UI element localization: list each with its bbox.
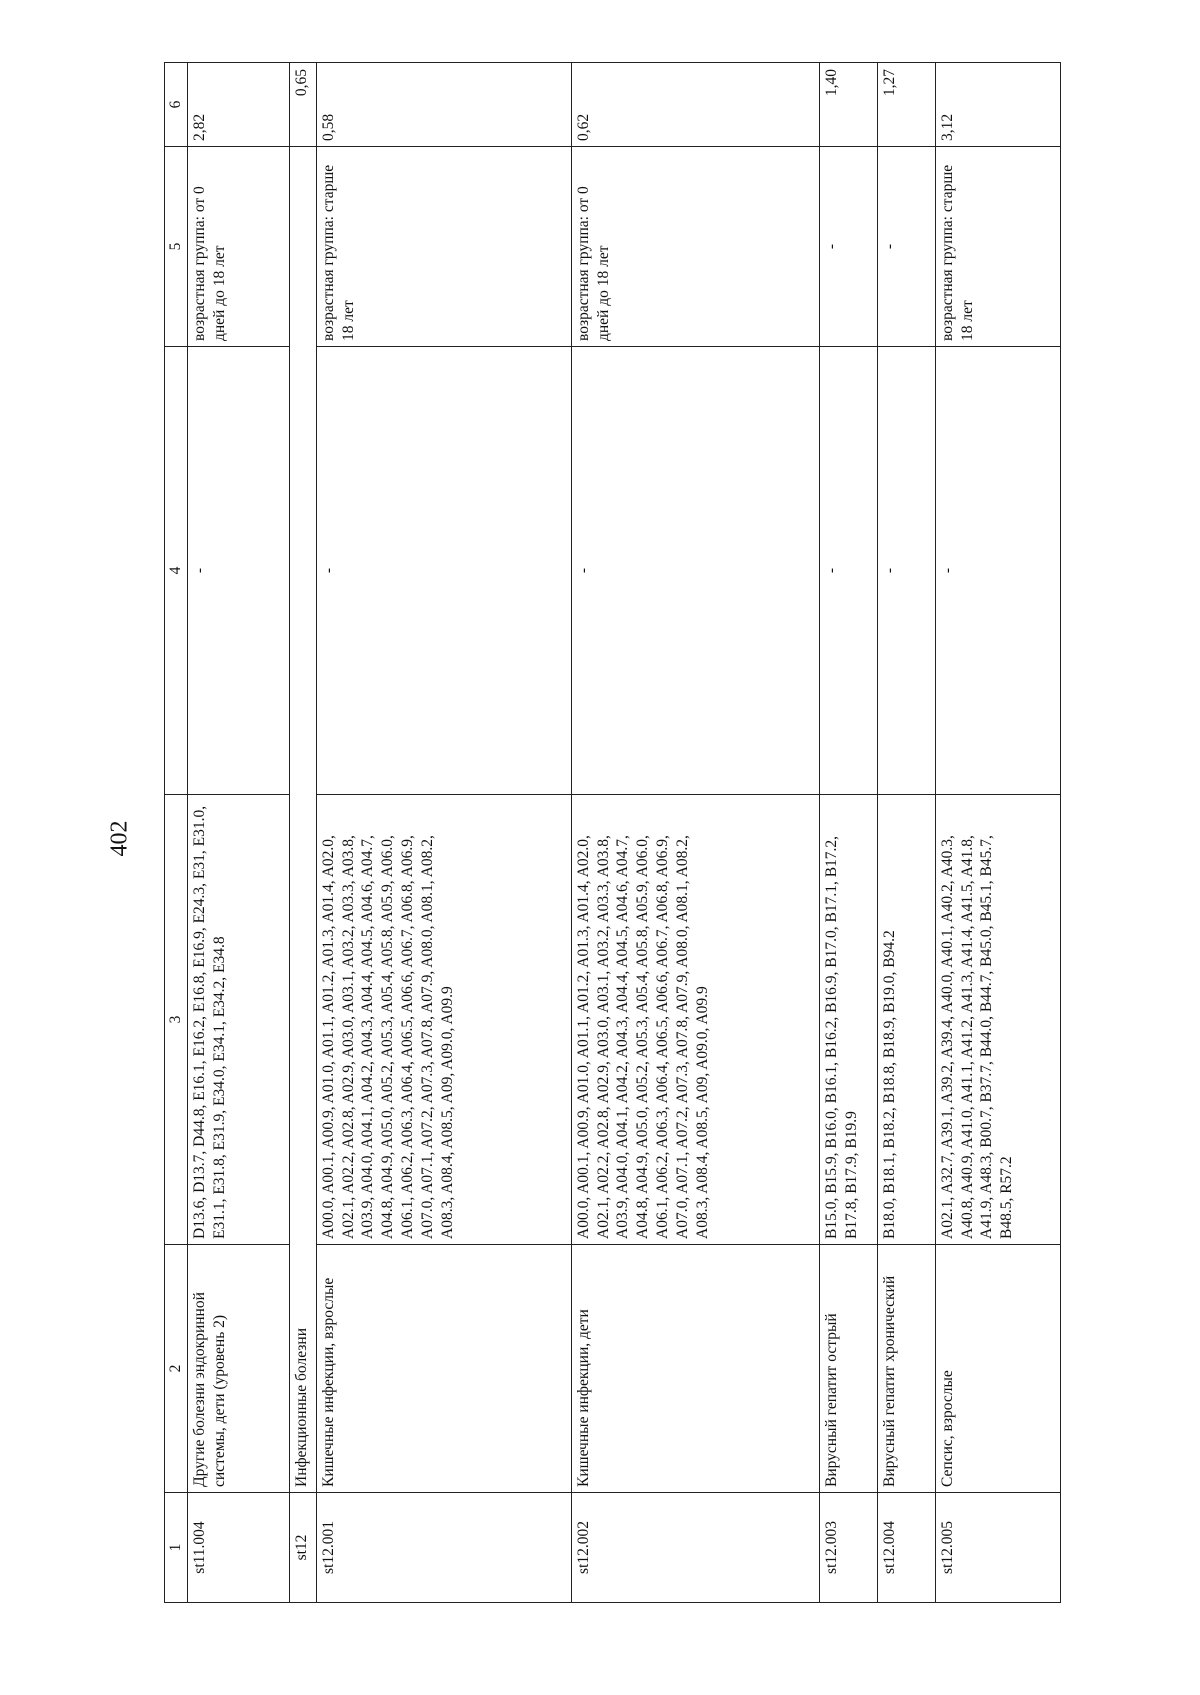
row-code: st12 bbox=[289, 1493, 316, 1603]
row-icd-codes: A00.0, A00.1, A00.9, A01.0, A01.1, A01.2, A01.3, A01.4, A02.0, A02.1, A02.2, A02.8, A02.9, A03.0, A03.1, A03.2, A03.3, A03.8, A03.9, A04.0, A04.1, A04.2, A04.3, A04.4, A04.5, A04.6, A04.7, A04.8, A04.9, A05.0, A05.2, A05.3, A05.4, A05.8, A05.9, A06.0, A06.1, A06.2, A06.3, A06.4, A06.5, A06.6, A06.7, A06.8, A06.9, A07.0, A07.1, A07.2, A07.3, A07.8, A07.9, A08.0, A08.1, A08.2, A08.3, A08.4, A08.5, A09, A09.0, A09.9 bbox=[316, 795, 571, 1245]
row-code: st12.003 bbox=[819, 1493, 877, 1603]
row-col4: - bbox=[819, 347, 877, 795]
row-col4: - bbox=[935, 347, 1060, 795]
row-age-group: возрастная группа: от 0 дней до 18 лет bbox=[187, 147, 289, 347]
row-icd-codes: A00.0, A00.1, A00.9, A01.0, A01.1, A01.2, A01.3, A01.4, A02.0, A02.1, A02.2, A02.8, A02.9, A03.0, A03.1, A03.2, A03.3, A03.8, A03.9, A04.0, A04.1, A04.2, A04.3, A04.4, A04.5, A04.6, A04.7, A04.8, A04.9, A05.0, A05.2, A05.3, A05.4, A05.8, A05.9, A06.0, A06.1, A06.2, A06.3, A06.4, A06.5, A06.6, A06.7, A06.8, A06.9, A07.0, A07.1, A07.2, A07.3, A07.8, A07.9, A08.0, A08.1, A08.2, A08.3, A08.4, A08.5, A09, A09.0, A09.9 bbox=[571, 795, 819, 1245]
header-col-6: 6 bbox=[165, 63, 188, 147]
row-name: Вирусный гепатит хронический bbox=[877, 1245, 935, 1493]
rotated-page-content bbox=[164, 63, 1084, 1603]
row-coefficient: 0,65 bbox=[289, 63, 316, 147]
header-col-2: 2 bbox=[165, 1245, 188, 1493]
row-age-group: - bbox=[877, 147, 935, 347]
row-icd-codes: A02.1, A32.7, A39.1, A39.2, A39.4, A40.0, A40.1, A40.2, A40.3, A40.8, A40.9, A41.0, A41.1, A41.2, A41.3, A41.4, A41.5, A41.8, A41.9, A48.3, B00.7, B37.7, B44.0, B44.7, B45.0, B45.1, B45.7, B48.5, R57.2 bbox=[935, 795, 1060, 1245]
row-coefficient: 1,40 bbox=[819, 63, 877, 147]
row-col4: - bbox=[571, 347, 819, 795]
row-age-group: - bbox=[819, 147, 877, 347]
row-age-group: возрастная группа: от 0 дней до 18 лет bbox=[571, 147, 819, 347]
row-code: st12.001 bbox=[316, 1493, 571, 1603]
tariff-table bbox=[164, 62, 1061, 1603]
table-row bbox=[571, 63, 819, 1603]
row-age-group: возрастная группа: старше 18 лет bbox=[935, 147, 1060, 347]
row-name: Сепсис, взрослые bbox=[935, 1245, 1060, 1493]
table-row bbox=[935, 63, 1060, 1603]
row-name: Вирусный гепатит острый bbox=[819, 1245, 877, 1493]
row-icd-codes: B15.0, B15.9, B16.0, B16.1, B16.2, B16.9, B17.0, B17.1, B17.2, B17.8, B17.9, B19.9 bbox=[819, 795, 877, 1245]
row-name: Кишечные инфекции, взрослые bbox=[316, 1245, 571, 1493]
row-name: Кишечные инфекции, дети bbox=[571, 1245, 819, 1493]
header-col-4: 4 bbox=[165, 347, 188, 795]
row-coefficient: 2,82 bbox=[187, 63, 289, 147]
table-row bbox=[316, 63, 571, 1603]
table-row bbox=[289, 63, 316, 1603]
row-name: Другие болезни эндокринной системы, дети (уровень 2) bbox=[187, 1245, 289, 1493]
row-col4: - bbox=[316, 347, 571, 795]
header-col-5: 5 bbox=[165, 147, 188, 347]
row-col4: - bbox=[877, 347, 935, 795]
row-col4: - bbox=[187, 347, 289, 795]
row-coefficient: 1,27 bbox=[877, 63, 935, 147]
table-row bbox=[877, 63, 935, 1603]
row-coefficient: 0,58 bbox=[316, 63, 571, 147]
header-col-3: 3 bbox=[165, 795, 188, 1245]
row-code: st12.002 bbox=[571, 1493, 819, 1603]
table-row bbox=[187, 63, 289, 1603]
row-icd-codes: B18.0, B18.1, B18.2, B18.8, B18.9, B19.0, B94.2 bbox=[877, 795, 935, 1245]
row-code: st12.004 bbox=[877, 1493, 935, 1603]
row-coefficient: 3,12 bbox=[935, 63, 1060, 147]
row-age-group: возрастная группа: старше 18 лет bbox=[316, 147, 571, 347]
page-number: 402 bbox=[106, 820, 133, 857]
row-code: st11.004 bbox=[187, 1493, 289, 1603]
row-name: Инфекционные болезни bbox=[289, 147, 316, 1493]
header-row bbox=[165, 63, 188, 1603]
row-icd-codes: D13.6, D13.7, D44.8, E16.1, E16.2, E16.8, E16.9, E24.3, E31, E31.0, E31.1, E31.8, E31.9, E34.0, E34.1, E34.2, E34.8 bbox=[187, 795, 289, 1245]
row-coefficient: 0,62 bbox=[571, 63, 819, 147]
table-row bbox=[819, 63, 877, 1603]
header-col-1: 1 bbox=[165, 1493, 188, 1603]
row-code: st12.005 bbox=[935, 1493, 1060, 1603]
